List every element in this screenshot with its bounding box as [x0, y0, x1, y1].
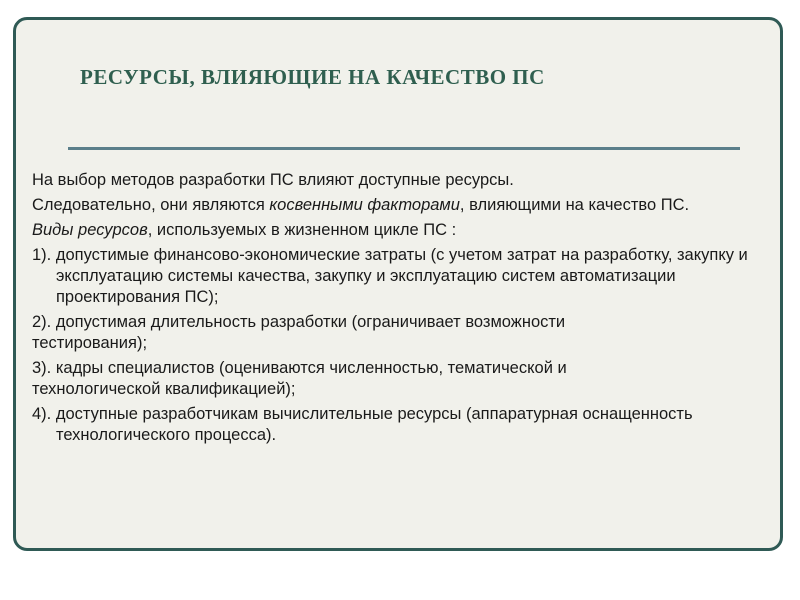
list-item-3-line2: технологической квалификацией); [32, 380, 296, 398]
list-item-3-line1: 3). кадры специалистов (оцениваются численностью, тематической и [32, 359, 567, 377]
p2-text-after: , влияющими на качество ПС. [459, 196, 690, 214]
paragraph-indirect-factors [32, 195, 770, 216]
slide-title: РЕСУРСЫ, ВЛИЯЮЩИЕ НА КАЧЕСТВО ПС [80, 65, 545, 89]
p2-emphasis: косвенными факторами [269, 196, 460, 214]
p2-text-before: Следовательно, они являются [32, 196, 270, 214]
list-item-4: 4). доступные разработчикам вычислительные ресурсы (аппаратурная оснащенность технологического процесса). [32, 405, 693, 444]
title-divider [68, 147, 740, 150]
slide-body [32, 170, 770, 450]
list-item-1: 1). допустимые финансово-экономические затраты (с учетом затрат на разработку, закупку и эксплуатацию системы качества, закупку и эксплуатацию систем автоматизации проектирования ПС); [32, 246, 748, 306]
paragraph-resources-choice: На выбор методов разработки ПС влияют доступные ресурсы. [32, 171, 514, 189]
list-item-2-line2: тестирования); [32, 334, 148, 352]
p3-emphasis: Виды ресурсов [32, 221, 148, 239]
p3-text-after: , используемых в жизненном цикле ПС : [147, 221, 457, 239]
list-item-2-line1: 2). допустимая длительность разработки (ограничивает возможности [32, 313, 566, 331]
paragraph-resource-types [32, 220, 770, 241]
